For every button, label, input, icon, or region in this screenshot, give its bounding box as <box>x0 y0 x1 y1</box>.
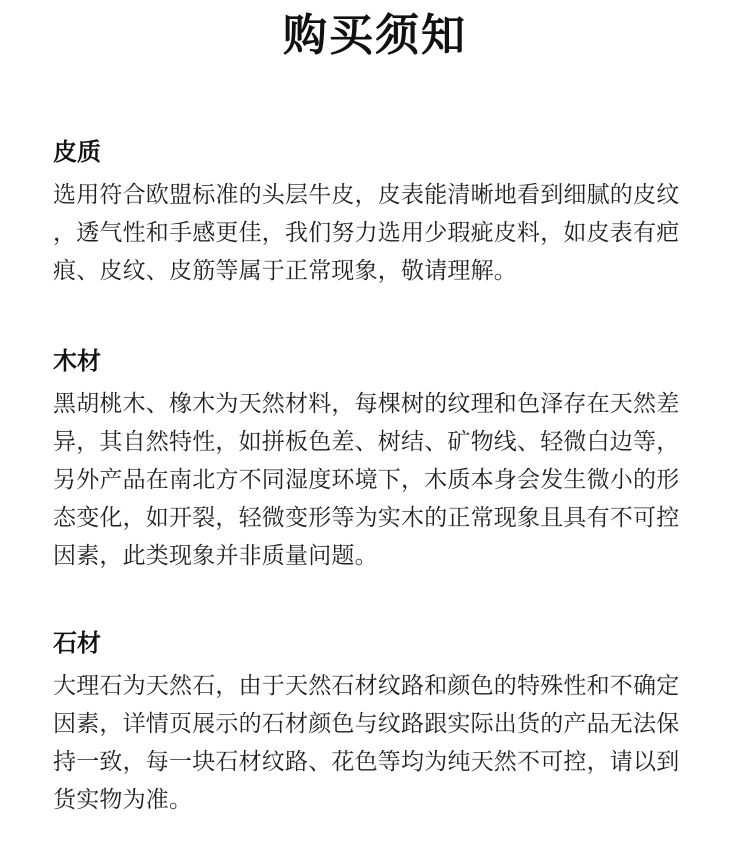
body-line: 痕、皮纹、皮筋等属于正常现象，敬请理解。 <box>53 258 517 284</box>
section-body-wood <box>53 385 703 575</box>
body-line: 持一致，每一块石材纹路、花色等均为纯天然不可控，请以到 <box>53 749 680 775</box>
body-line: 大理石为天然石，由于天然石材纹路和颜色的特殊性和不确定 <box>53 673 680 699</box>
section-heading-wood: 木材 <box>53 347 101 375</box>
section-wood <box>53 345 703 575</box>
body-line: 另外产品在南北方不同湿度环境下，木质本身会发生微小的形 <box>53 467 680 493</box>
section-heading-stone: 石材 <box>53 629 101 657</box>
section-body-stone <box>53 667 703 819</box>
body-line: 异，其自然特性，如拼板色差、树结、矿物线、轻微白边等， <box>53 429 680 455</box>
section-stone <box>53 627 703 819</box>
body-line: 因素，此类现象并非质量问题。 <box>53 543 378 569</box>
body-line: 黑胡桃木、橡木为天然材料，每棵树的纹理和色泽存在天然差 <box>53 391 680 417</box>
section-body-leather <box>53 176 703 290</box>
body-line: 态变化，如开裂，轻微变形等为实木的正常现象且具有不可控 <box>53 505 680 531</box>
section-heading-leather: 皮质 <box>53 138 101 166</box>
body-line: 因素，详情页展示的石材颜色与纹路跟实际出货的产品无法保 <box>53 711 680 737</box>
body-line: 选用符合欧盟标准的头层牛皮，皮表能清晰地看到细腻的皮纹 <box>53 182 680 208</box>
section-leather <box>53 136 703 290</box>
body-line: 货实物为准。 <box>53 787 193 813</box>
body-line: ，透气性和手感更佳，我们努力选用少瑕疵皮料，如皮表有疤 <box>53 220 680 246</box>
page-title: 购买须知 <box>283 10 467 61</box>
